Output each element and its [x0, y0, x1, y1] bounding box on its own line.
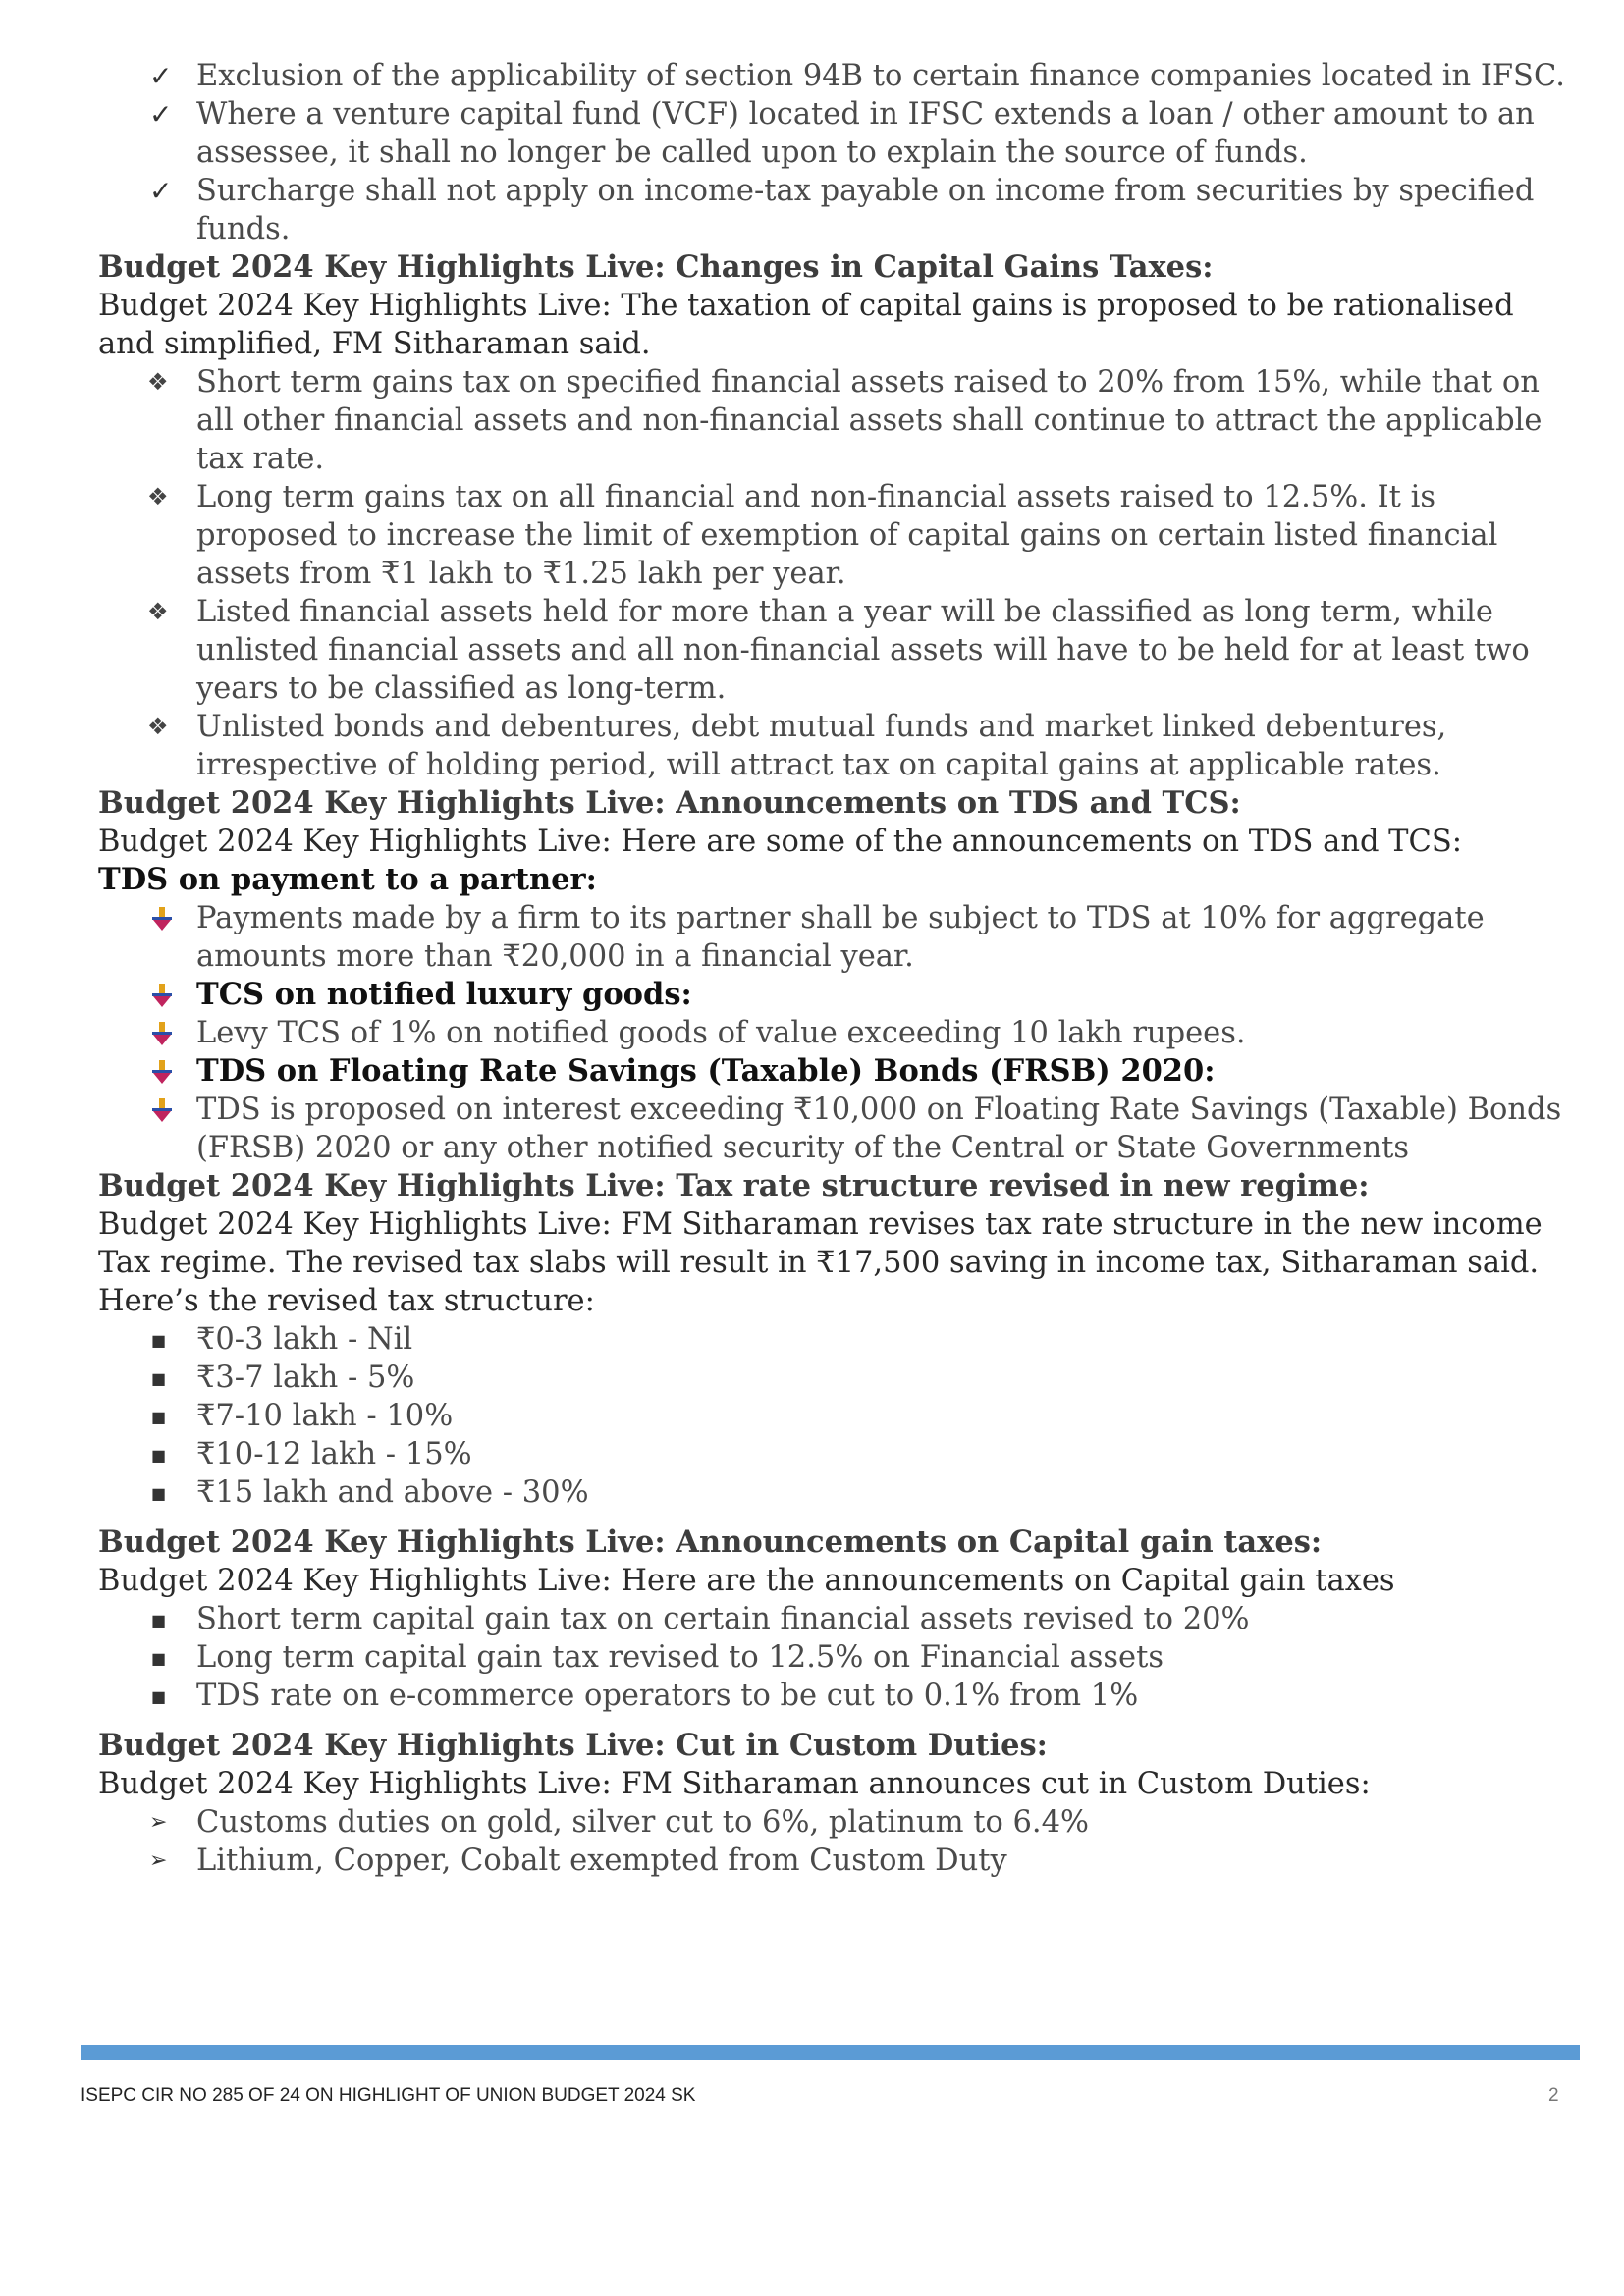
footer-divider	[81, 2045, 1580, 2060]
section-heading: Budget 2024 Key Highlights Live: Changes in Capital Gains Taxes:	[98, 249, 1214, 285]
down-arrow-bullet-icon	[149, 1058, 175, 1086]
section-intro: Budget 2024 Key Highlights Live: Here are some of the announcements on TDS and TCS:	[98, 825, 1463, 859]
square-bullet-icon: ■	[151, 1687, 167, 1706]
footer-text: ISEPC CIR NO 285 OF 24 ON HIGHLIGHT OF UNION BUDGET 2024 SK	[81, 2085, 696, 2106]
square-bullet-icon: ■	[151, 1331, 167, 1350]
square-bullet-icon: ■	[151, 1446, 167, 1465]
list-item: Levy TCS of 1% on notified goods of value exceeding 10 lakh rupees.	[98, 1014, 1571, 1052]
down-arrow-bullet-icon	[149, 982, 175, 1009]
page-content	[98, 57, 1571, 1880]
list-item: ✓ Where a venture capital fund (VCF) located in IFSC extends a loan / other amount to an assessee, it shall no longer be called upon to explain the source of funds.	[149, 97, 1535, 170]
list-item: ■ ₹15 lakh and above - 30%	[98, 1473, 1571, 1512]
four-diamond-bullet-icon: ❖	[147, 368, 169, 396]
check-mark-icon: ✓	[149, 60, 173, 92]
list-item: ❖ Unlisted bonds and debentures, debt mutual funds and market linked debentures, irrespective of holding period, will attract tax on capital gains at applicable rates.	[147, 710, 1447, 782]
capital-gain-announcement-list	[98, 1600, 1571, 1715]
capital-gains-list	[98, 363, 1571, 784]
list-item: TDS on Floating Rate Savings (Taxable) Bonds (FRSB) 2020:	[98, 1052, 1571, 1091]
down-arrow-bullet-icon	[149, 1096, 175, 1124]
list-item: ■ Short term capital gain tax on certain financial assets revised to 20%	[98, 1600, 1571, 1638]
list-item: TDS is proposed on interest exceeding ₹10,000 on Floating Rate Savings (Taxable) Bonds (FRSB) 2020 or any other notified security of the Central or State Governments	[98, 1091, 1571, 1167]
tax-slab-list	[98, 1320, 1571, 1512]
square-bullet-icon: ■	[151, 1369, 167, 1388]
four-diamond-bullet-icon: ❖	[147, 598, 169, 625]
down-arrow-bullet-icon	[149, 1020, 175, 1047]
list-item: ■ ₹7-10 lakh - 10%	[98, 1397, 1571, 1435]
list-item: ■ TDS rate on e-commerce operators to be cut to 0.1% from 1%	[98, 1677, 1571, 1715]
four-diamond-bullet-icon: ❖	[147, 483, 169, 510]
list-item: ➢ Lithium, Copper, Cobalt exempted from Custom Duty	[149, 1843, 1007, 1878]
list-item: ■ ₹10-12 lakh - 15%	[98, 1435, 1571, 1473]
section-heading: Budget 2024 Key Highlights Live: Cut in Custom Duties:	[98, 1728, 1048, 1763]
square-bullet-icon: ■	[151, 1484, 167, 1503]
list-item: ❖ Long term gains tax on all financial and non-financial assets raised to 12.5%. It is proposed to increase the limit of exemption of capital gains on certain listed financial assets from ₹1 lakh to ₹1.25 lakh per year.	[147, 480, 1498, 591]
section-intro: Budget 2024 Key Highlights Live: FM Sitharaman announces cut in Custom Duties:	[98, 1767, 1371, 1801]
list-item: ❖ Listed financial assets held for more than a year will be classified as long term, while unlisted financial assets and all non-financial assets will have to be held for at least two years to be classified as long-term.	[147, 595, 1530, 706]
tds-tcs-list	[98, 899, 1571, 1167]
page-number: 2	[1548, 2085, 1559, 2106]
arrow-head-bullet-icon: ➢	[149, 1810, 168, 1835]
list-item: ■ Long term capital gain tax revised to 12.5% on Financial assets	[98, 1638, 1571, 1677]
list-item: TCS on notified luxury goods:	[98, 976, 1571, 1014]
check-mark-icon: ✓	[149, 175, 173, 207]
section-heading: Budget 2024 Key Highlights Live: Announcements on Capital gain taxes:	[98, 1524, 1323, 1560]
square-bullet-icon: ■	[151, 1649, 167, 1668]
list-item: ➢ Customs duties on gold, silver cut to 6%, platinum to 6.4%	[149, 1805, 1090, 1840]
list-item: ■ ₹3-7 lakh - 5%	[98, 1359, 1571, 1397]
square-bullet-icon: ■	[151, 1611, 167, 1629]
list-item: Payments made by a firm to its partner shall be subject to TDS at 10% for aggregate amounts more than ₹20,000 in a financial year.	[98, 899, 1571, 976]
list-item: ■ ₹0-3 lakh - Nil	[98, 1320, 1571, 1359]
sub-heading: TDS on payment to a partner:	[98, 862, 597, 897]
section-heading: Budget 2024 Key Highlights Live: Tax rate structure revised in new regime:	[98, 1168, 1370, 1203]
down-arrow-bullet-icon	[149, 905, 175, 933]
arrow-head-bullet-icon: ➢	[149, 1848, 168, 1873]
four-diamond-bullet-icon: ❖	[147, 713, 169, 740]
section-heading: Budget 2024 Key Highlights Live: Announcements on TDS and TCS:	[98, 785, 1241, 821]
section-intro: Budget 2024 Key Highlights Live: The taxation of capital gains is proposed to be rationalised and simplified, FM Sitharaman said.	[98, 289, 1514, 361]
square-bullet-icon: ■	[151, 1408, 167, 1426]
list-item: ✓ Exclusion of the applicability of section 94B to certain finance companies located in IFSC.	[149, 59, 1565, 93]
section-intro: Budget 2024 Key Highlights Live: FM Sitharaman revises tax rate structure in the new income Tax regime. The revised tax slabs will result in ₹17,500 saving in income tax, Sitharaman said. Here’s the revised tax structure:	[98, 1207, 1543, 1318]
check-mark-icon: ✓	[149, 98, 173, 131]
section-intro: Budget 2024 Key Highlights Live: Here are the announcements on Capital gain taxes	[98, 1564, 1395, 1598]
list-item: ✓ Surcharge shall not apply on income-tax payable on income from securities by specified funds.	[149, 174, 1535, 246]
ifsc-list	[98, 57, 1571, 248]
list-item: ❖ Short term gains tax on specified financial assets raised to 20% from 15%, while that on all other financial assets and non-financial assets shall continue to attract the applicable tax rate.	[147, 365, 1543, 476]
custom-duties-list	[98, 1803, 1571, 1880]
